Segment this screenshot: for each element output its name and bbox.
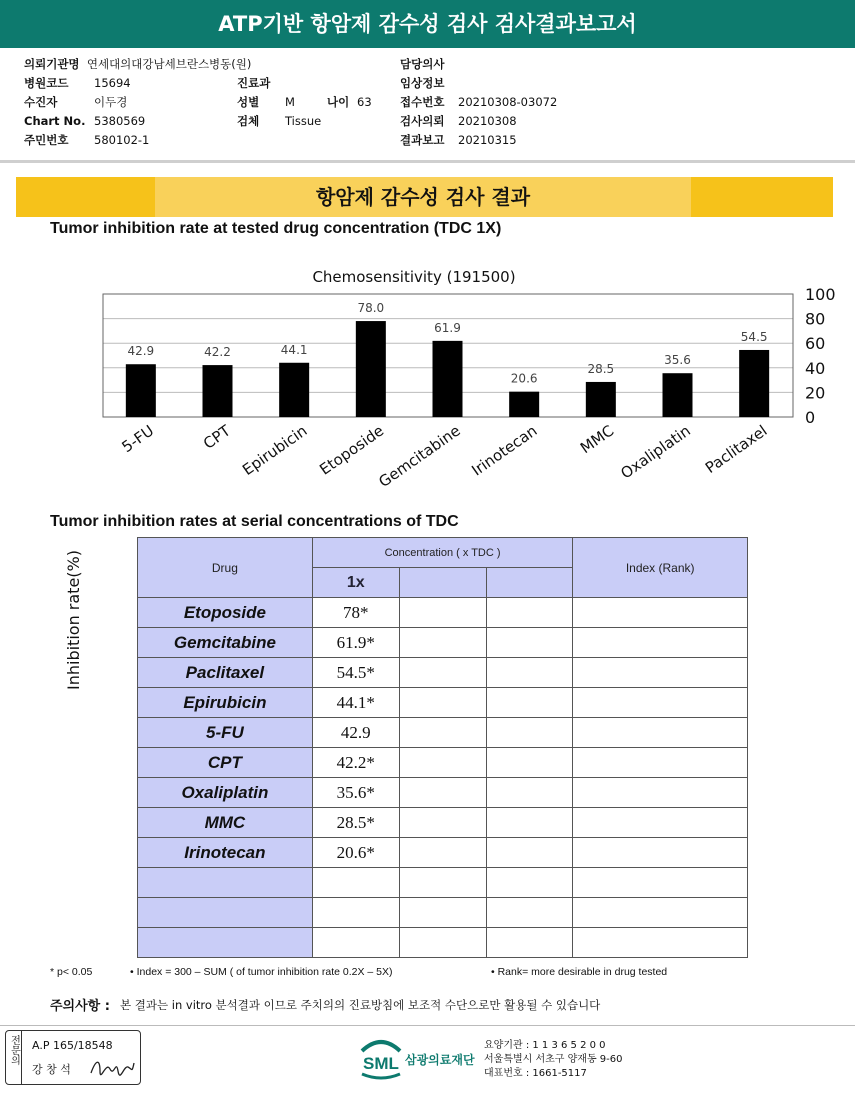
empty-conc-cell bbox=[399, 838, 486, 868]
empty-conc-cell bbox=[399, 628, 486, 658]
inhibition-1x bbox=[312, 928, 399, 958]
inhibition-1x: 28.5* bbox=[312, 808, 399, 838]
chart-y-tick-label: 100 bbox=[805, 285, 836, 304]
chart-category-label: Oxaliplatin bbox=[617, 421, 694, 483]
empty-conc-cell bbox=[399, 778, 486, 808]
index-rank-cell bbox=[573, 658, 748, 688]
empty-conc-cell bbox=[486, 838, 573, 868]
patient-info-mid bbox=[237, 74, 397, 131]
info-value: 20210308 bbox=[458, 114, 517, 128]
table-row bbox=[138, 928, 748, 958]
chart-bar bbox=[279, 363, 309, 417]
report-title: ATP기반 항암제 감수성 검사 검사결과보고서 bbox=[0, 0, 855, 48]
section-divider bbox=[0, 160, 855, 163]
chart-category-label: 5-FU bbox=[118, 421, 158, 457]
table-row bbox=[138, 598, 748, 628]
empty-conc-cell bbox=[486, 748, 573, 778]
org-phone: 대표번호 : 1661-5117 bbox=[484, 1068, 587, 1079]
info-key: 접수번호 bbox=[400, 95, 445, 109]
conc-empty-header bbox=[486, 568, 573, 598]
drug-name: Oxaliplatin bbox=[138, 778, 313, 808]
stamp-side-label: 전문의 bbox=[6, 1031, 22, 1084]
chart-value-label: 42.2 bbox=[204, 345, 231, 360]
chart-value-label: 42.9 bbox=[127, 344, 155, 359]
inhibition-1x: 35.6* bbox=[312, 778, 399, 808]
chart-x-labels bbox=[118, 421, 770, 491]
drug-name: Irinotecan bbox=[138, 838, 313, 868]
table-row bbox=[138, 898, 748, 928]
table-body bbox=[138, 598, 748, 958]
footnote-rank: • Rank= more desirable in drug tested bbox=[491, 966, 668, 978]
drug-name bbox=[138, 868, 313, 898]
chart-category-label: Etoposide bbox=[316, 421, 388, 479]
caution-label: 주의사항 : bbox=[50, 999, 110, 1014]
empty-conc-cell bbox=[486, 688, 573, 718]
result-banner-title: 항암제 감수성 검사 결과 bbox=[155, 177, 691, 217]
inhibition-1x: 20.6* bbox=[312, 838, 399, 868]
chart-y-tick-label: 40 bbox=[805, 358, 826, 378]
chart-value-label: 44.1 bbox=[280, 342, 308, 357]
chart-title: Chemosensitivity (191500) bbox=[312, 268, 516, 286]
chart-y-axis-label: Inhibition rate(%) bbox=[64, 550, 83, 690]
empty-conc-cell bbox=[486, 658, 573, 688]
sml-logo-icon bbox=[356, 1037, 406, 1079]
info-key: 성별 bbox=[237, 95, 260, 109]
caution-text: 본 결과는 in vitro 분석결과 이므로 주치의의 진료방침에 보조적 수단으로만 활용될 수 있습니다 bbox=[120, 998, 601, 1012]
info-value: 63 bbox=[357, 95, 372, 109]
empty-conc-cell bbox=[399, 688, 486, 718]
table-row bbox=[138, 778, 748, 808]
chart-category-label: MMC bbox=[577, 421, 618, 458]
patient-info-right bbox=[400, 55, 620, 150]
index-rank-cell bbox=[573, 838, 748, 868]
chart-bar bbox=[356, 321, 386, 417]
org-address: 서울특별시 서초구 양재동 9-60 bbox=[484, 1054, 623, 1065]
info-key: 병원코드 bbox=[24, 76, 69, 90]
chart-y-ticks bbox=[805, 285, 836, 427]
concentration-header: Concentration ( x TDC ) bbox=[312, 538, 573, 568]
chart-bar bbox=[509, 392, 539, 417]
index-rank-cell bbox=[573, 748, 748, 778]
info-value: M bbox=[285, 95, 295, 109]
table-row bbox=[138, 628, 748, 658]
org-contact bbox=[484, 1039, 623, 1081]
chart-bar bbox=[126, 364, 156, 417]
chart-value-label: 28.5 bbox=[587, 361, 615, 376]
signature-image bbox=[88, 1055, 136, 1079]
info-key: 나이 bbox=[327, 95, 350, 109]
conc-1x-header: 1x bbox=[312, 568, 399, 598]
info-key: 임상정보 bbox=[400, 76, 445, 90]
drug-name bbox=[138, 898, 313, 928]
empty-conc-cell bbox=[486, 778, 573, 808]
chart-value-label: 61.9 bbox=[434, 320, 461, 335]
chart-value-label: 20.6 bbox=[510, 371, 538, 386]
info-value: 580102-1 bbox=[94, 133, 150, 147]
footer-divider bbox=[0, 1025, 855, 1026]
svg-text:SML: SML bbox=[363, 1054, 399, 1073]
index-rank-header: Index (Rank) bbox=[573, 538, 748, 598]
drug-name: MMC bbox=[138, 808, 313, 838]
section-title-serial: Tumor inhibition rates at serial concentrations of TDC bbox=[50, 513, 459, 530]
chart-y-tick-label: 0 bbox=[805, 408, 816, 427]
index-rank-cell bbox=[573, 688, 748, 718]
drug-name: Etoposide bbox=[138, 598, 313, 628]
section-title-tdc1x: Tumor inhibition rate at tested drug concentration (TDC 1X) bbox=[50, 220, 502, 237]
empty-conc-cell bbox=[399, 748, 486, 778]
drug-header: Drug bbox=[138, 538, 313, 598]
empty-conc-cell bbox=[399, 598, 486, 628]
info-value: Tissue bbox=[285, 114, 322, 128]
inhibition-1x: 42.2* bbox=[312, 748, 399, 778]
empty-conc-cell bbox=[399, 868, 486, 898]
chart-y-tick-label: 60 bbox=[805, 334, 826, 354]
drug-name: Gemcitabine bbox=[138, 628, 313, 658]
info-key: 검체 bbox=[237, 114, 260, 128]
index-rank-cell bbox=[573, 868, 748, 898]
table-row bbox=[138, 838, 748, 868]
chart-category-label: Irinotecan bbox=[468, 421, 541, 480]
table-row bbox=[138, 718, 748, 748]
info-value: 연세대의대강남세브란스병동(원) bbox=[86, 57, 252, 71]
chart-bar bbox=[586, 382, 616, 417]
index-rank-cell bbox=[573, 778, 748, 808]
org-name: 삼광의료재단 bbox=[405, 1053, 475, 1067]
index-rank-cell bbox=[573, 718, 748, 748]
drug-name: CPT bbox=[138, 748, 313, 778]
inhibition-1x: 61.9* bbox=[312, 628, 399, 658]
inhibition-1x bbox=[312, 868, 399, 898]
empty-conc-cell bbox=[399, 658, 486, 688]
info-key: 검사의뢰 bbox=[400, 114, 445, 128]
info-value: 이두경 bbox=[94, 95, 128, 109]
chart-category-label: Gemcitabine bbox=[375, 421, 464, 491]
conc-empty-header bbox=[399, 568, 486, 598]
stamp-name: 강 창 석 bbox=[32, 1063, 71, 1076]
empty-conc-cell bbox=[486, 868, 573, 898]
info-value: 5380569 bbox=[94, 114, 146, 128]
info-key: 주민번호 bbox=[24, 133, 69, 147]
table-row bbox=[138, 868, 748, 898]
drug-name: 5-FU bbox=[138, 718, 313, 748]
chart-value-label: 35.6 bbox=[664, 353, 691, 368]
inhibition-1x: 42.9 bbox=[312, 718, 399, 748]
drug-name: Paclitaxel bbox=[138, 658, 313, 688]
empty-conc-cell bbox=[486, 718, 573, 748]
footnote-p: * p< 0.05 bbox=[50, 966, 93, 978]
info-key: 담당의사 bbox=[400, 57, 445, 71]
inhibition-1x: 54.5* bbox=[312, 658, 399, 688]
chart-category-label: Epirubicin bbox=[239, 421, 311, 479]
pathologist-stamp bbox=[5, 1030, 141, 1085]
stamp-ap: A.P 165/18548 bbox=[32, 1039, 113, 1052]
chart-value-label: 78.0 bbox=[357, 301, 385, 316]
chart-category-label: Paclitaxel bbox=[701, 421, 771, 478]
empty-conc-cell bbox=[486, 598, 573, 628]
index-rank-cell bbox=[573, 598, 748, 628]
chart-bar bbox=[203, 365, 233, 417]
chart-y-tick-label: 20 bbox=[805, 383, 826, 403]
info-key: 결과보고 bbox=[400, 133, 445, 147]
info-key: 의뢰기관명 bbox=[24, 57, 80, 71]
chart-bar bbox=[663, 373, 693, 417]
index-rank-cell bbox=[573, 808, 748, 838]
inhibition-1x bbox=[312, 898, 399, 928]
empty-conc-cell bbox=[399, 898, 486, 928]
inhibition-1x: 78* bbox=[312, 598, 399, 628]
info-key: 수진자 bbox=[24, 95, 58, 109]
info-value: 20210315 bbox=[458, 133, 517, 147]
chart-bar bbox=[433, 341, 463, 417]
chart-bar bbox=[739, 350, 769, 417]
empty-conc-cell bbox=[399, 928, 486, 958]
index-rank-cell bbox=[573, 928, 748, 958]
chart-y-tick-label: 80 bbox=[805, 309, 826, 329]
serial-concentration-table bbox=[137, 537, 748, 958]
table-row bbox=[138, 808, 748, 838]
inhibition-1x: 44.1* bbox=[312, 688, 399, 718]
empty-conc-cell bbox=[399, 718, 486, 748]
table-row bbox=[138, 658, 748, 688]
table-row bbox=[138, 748, 748, 778]
chart-bars bbox=[126, 321, 769, 417]
info-key: Chart No. bbox=[24, 114, 86, 128]
drug-name: Epirubicin bbox=[138, 688, 313, 718]
info-key: 진료과 bbox=[237, 76, 271, 90]
footnote-index: • Index = 300 – SUM ( of tumor inhibition rate 0.2X – 5X) bbox=[130, 966, 393, 978]
index-rank-cell bbox=[573, 628, 748, 658]
empty-conc-cell bbox=[399, 808, 486, 838]
info-value: 15694 bbox=[94, 76, 131, 90]
org-code: 요양기관 : 1 1 3 6 5 2 0 0 bbox=[484, 1040, 606, 1051]
empty-conc-cell bbox=[486, 628, 573, 658]
empty-conc-cell bbox=[486, 898, 573, 928]
chart-category-label: CPT bbox=[199, 421, 234, 453]
info-value: 20210308-03072 bbox=[458, 95, 558, 109]
empty-conc-cell bbox=[486, 808, 573, 838]
patient-info-left bbox=[24, 55, 254, 150]
empty-conc-cell bbox=[486, 928, 573, 958]
drug-name bbox=[138, 928, 313, 958]
index-rank-cell bbox=[573, 898, 748, 928]
chart-value-label: 54.5 bbox=[740, 329, 768, 344]
table-row bbox=[138, 688, 748, 718]
